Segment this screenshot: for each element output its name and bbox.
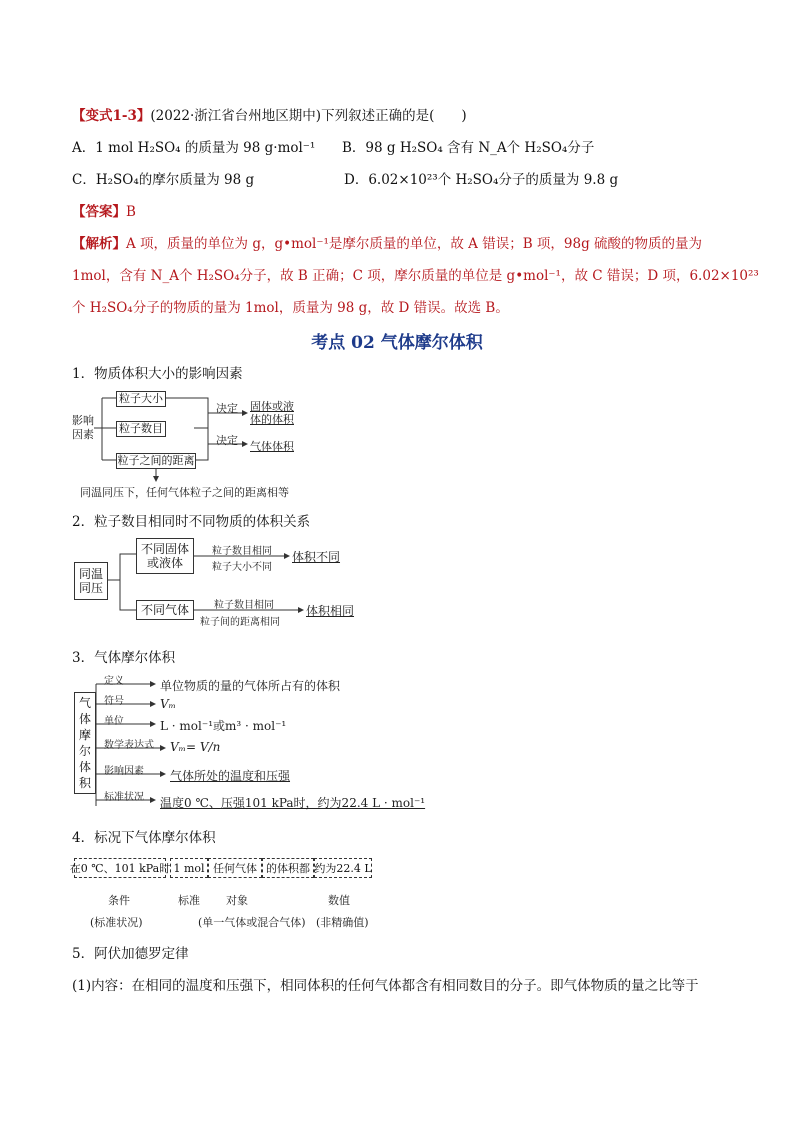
s3-row-label-definition: 定义: [104, 676, 124, 687]
s4-box-object: 任何气体: [208, 858, 262, 878]
s2-box-gas: 不同气体: [136, 600, 194, 620]
s3-heading: 3．气体摩尔体积: [72, 650, 176, 666]
s4-cap-object-sub: (单一气体或混合气体): [198, 916, 306, 929]
s1-decide-2: 决定: [216, 434, 238, 447]
s1-box-particle-count: 粒子数目: [116, 421, 166, 437]
option-c: C．H₂SO₄的摩尔质量为 98 g: [72, 172, 255, 188]
s3-row-text-standard: 温度0 ℃、压强101 kPa时，约为22.4 L · mol⁻¹: [160, 796, 426, 810]
s1-result-1: 固体或液 体的体积: [250, 400, 294, 426]
s2-box-solid-liquid: 不同固体 或液体: [136, 538, 194, 574]
s2-arrow1-bottom: 粒子大小不同: [212, 562, 272, 573]
s2-arrow1-top: 粒子数目相同: [212, 546, 272, 557]
s3-row-label-formula: 数学表达式: [104, 740, 154, 751]
s3-root-box: 气 体 摩 尔 体 积: [74, 692, 96, 794]
s4-box-value: 约为22.4 L: [314, 858, 372, 878]
analysis-text-2: 1mol，含有 N_A个 H₂SO₄分子，故 B 正确；C 项，摩尔质量的单位是 g•mol⁻¹，故 C 错误；D 项，6.02×10²³: [72, 268, 759, 284]
s4-cap-condition: 条件: [108, 894, 130, 907]
s3-row-text-symbol: Vₘ: [160, 697, 177, 711]
answer-value: B: [126, 204, 136, 220]
s4-cap-condition-sub: (标准状况): [90, 916, 143, 929]
option-a: A．1 mol H₂SO₄ 的质量为 98 g·mol⁻¹: [72, 140, 316, 156]
s4-box-condition: 在0 ℃、101 kPa时: [74, 858, 166, 878]
s3-row-label-symbol: 符号: [104, 696, 124, 707]
s3-row-text-unit: L · mol⁻¹或m³ · mol⁻¹: [160, 719, 287, 733]
option-b: B．98 g H₂SO₄ 含有 N_A个 H₂SO₄分子: [342, 140, 595, 156]
section-title: 考点 02 气体摩尔体积: [311, 333, 483, 353]
s4-cap-value: 数值: [328, 894, 350, 907]
s4-box-standard: 1 mol: [170, 858, 208, 878]
s1-box-particle-size: 粒子大小: [116, 391, 166, 407]
s2-result-2: 体积相同: [306, 604, 355, 618]
s3-row-text-factors: 气体所处的温度和压强: [170, 769, 291, 783]
variant-tag: 【变式1-3】: [72, 108, 151, 124]
s3-row-label-factors: 影响因素: [104, 766, 144, 777]
s5-text: (1)内容：在相同的温度和压强下，相同体积的任何气体都含有相同数目的分子。即气体物质的量之比等于: [72, 978, 699, 994]
option-d: D．6.02×10²³个 H₂SO₄分子的质量为 9.8 g: [344, 172, 619, 188]
s3-row-text-formula: Vₘ= V/n: [170, 740, 221, 754]
s1-heading: 1．物质体积大小的影响因素: [72, 366, 243, 382]
s2-root-box: 同温 同压: [74, 562, 108, 600]
s5-heading: 5．阿伏加德罗定律: [72, 946, 189, 962]
s3-row-label-standard: 标准状况: [104, 792, 144, 803]
s1-result-2: 气体体积: [250, 440, 294, 453]
analysis-label: 【解析】: [72, 236, 126, 252]
s1-left-label: 影响 因素: [72, 414, 94, 441]
s3-row-label-unit: 单位: [104, 716, 124, 727]
answer-label: 【答案】: [72, 204, 126, 220]
analysis-text-3: 个 H₂SO₄分子的物质的量为 1mol，质量为 98 g，故 D 错误。故选 B。: [72, 300, 509, 316]
s4-heading: 4．标况下气体摩尔体积: [72, 830, 216, 846]
question-stem: (2022·浙江省台州地区期中)下列叙述正确的是( ): [150, 108, 467, 124]
s2-arrow2-top: 粒子数目相同: [214, 600, 274, 611]
s4-cap-standard: 标准: [178, 894, 200, 907]
s4-box-volume: 的体积都: [262, 858, 314, 878]
s2-heading: 2．粒子数目相同时不同物质的体积关系: [72, 514, 311, 530]
s1-box-particle-distance: 粒子之间的距离: [117, 454, 195, 468]
s1-note: 同温同压下，任何气体粒子之间的距离相等: [80, 486, 289, 499]
s2-arrow2-bottom: 粒子间的距离相同: [200, 617, 280, 628]
s2-result-1: 体积不同: [292, 550, 341, 564]
s4-cap-value-sub: (非精确值): [316, 916, 369, 929]
s1-decide-1: 决定: [216, 402, 238, 415]
analysis-text-1: A 项，质量的单位为 g，g•mol⁻¹是摩尔质量的单位，故 A 错误；B 项，98g 硫酸的物质的量为: [126, 236, 703, 252]
s4-cap-object: 对象: [226, 894, 248, 907]
s3-row-text-definition: 单位物质的量的气体所占有的体积: [160, 679, 341, 693]
